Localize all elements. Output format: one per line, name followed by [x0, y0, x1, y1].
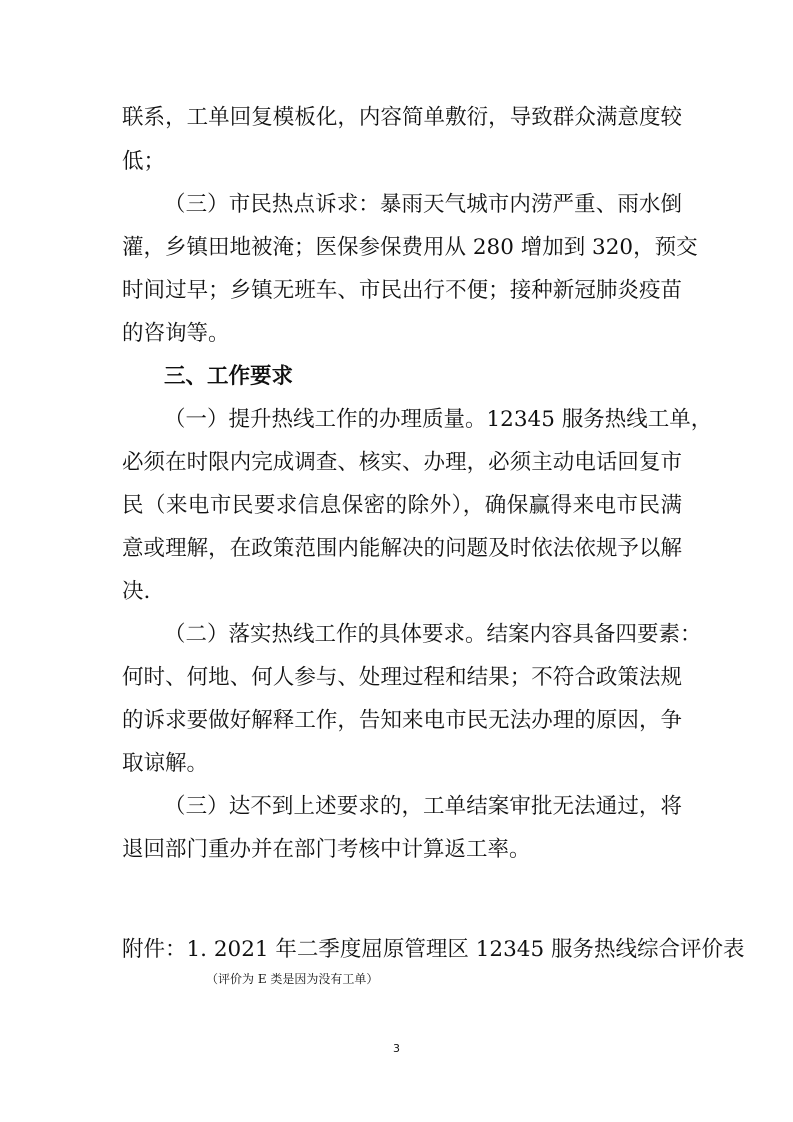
paragraph-1-line-2: 低； [122, 149, 166, 174]
paragraph-5-line-1: （三）达不到上述要求的，工单结案审批无法通过，将 [164, 794, 682, 819]
paragraph-4-line-2: 何时、何地、何人参与、处理过程和结果；不符合政策法规 [122, 665, 682, 690]
paragraph-3-line-3: 民（来电市民要求信息保密的除外），确保赢得来电市民满 [122, 493, 682, 518]
paragraph-3-line-4: 意或理解，在政策范围内能解决的问题及时依法依规予以解 [122, 536, 682, 561]
paragraph-1-line-1: 联系，工单回复模板化，内容简单敷衍，导致群众满意度较 [122, 105, 682, 130]
paragraph-2-line-2: 灌，乡镇田地被淹；医保参保费用从 280 增加到 320，预交 [122, 235, 698, 260]
paragraph-2-line-1: （三）市民热点诉求：暴雨天气城市内涝严重、雨水倒 [164, 192, 682, 217]
paragraph-3-line-2: 必须在时限内完成调查、核实、办理，必须主动电话回复市 [122, 450, 682, 475]
paragraph-4-line-4: 取谅解。 [122, 751, 209, 776]
paragraph-5-line-2: 退回部门重办并在部门考核中计算返工率。 [122, 837, 531, 862]
paragraph-4-line-1: （二）落实热线工作的具体要求。结案内容具备四要素： [164, 622, 702, 647]
page-number: 3 [393, 1042, 400, 1055]
attachment-note: （评价为 E 类是因为没有工单） [206, 972, 379, 986]
paragraph-4-line-3: 的诉求要做好解释工作，告知来电市民无法办理的原因，争 [122, 708, 682, 733]
attachment-line: 附件：1. 2021 年二季度屈原管理区 12345 服务热线综合评价表 [122, 937, 745, 962]
paragraph-2-line-4: 的咨询等。 [122, 321, 230, 346]
paragraph-2-line-3: 时间过早；乡镇无班车、市民出行不便；接种新冠肺炎疫苗 [122, 278, 682, 303]
section-heading: 三、工作要求 [164, 364, 294, 389]
paragraph-3-line-5: 决. [122, 579, 151, 604]
paragraph-3-line-1: （一）提升热线工作的办理质量。12345 服务热线工单， [164, 407, 713, 432]
